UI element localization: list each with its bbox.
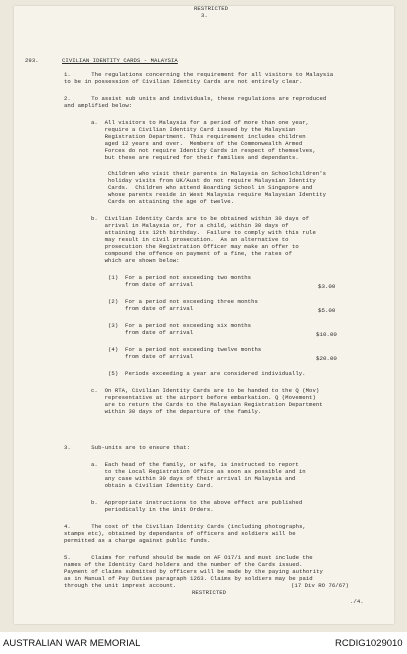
para-2b-line: b. Civilian Identity Cards are to be obtained within 30 days of xyxy=(91,215,310,222)
para-5-line: as in Manual of Pay Duties paragraph 1263. Claims by soldiers may be paid xyxy=(64,575,313,582)
header-distribution: RESTRICTED xyxy=(194,5,229,12)
para-3-line: 3. Sub-units are to ensure that: xyxy=(64,444,191,451)
rate-line: (2) For a period not exceeding three months xyxy=(108,298,258,305)
para-3a-line: any case within 30 days of their arrival in Malaysia and xyxy=(91,475,296,482)
document-page xyxy=(14,6,394,624)
footer-record-id: RCDIG1029010 xyxy=(335,638,403,649)
section-title: CIVILIAN IDENTITY CARDS - MALAYSIA xyxy=(62,57,178,64)
para-2c-line: representative at the airport before embarkation. Q (Movement) xyxy=(91,394,316,401)
para-5-line: through the unit imprest account. xyxy=(64,582,177,589)
para-2-line: 2. To assist sub units and individuals, these regulations are reproduced xyxy=(64,95,327,102)
rate-line: from date of arrival xyxy=(108,329,194,336)
rate-line: (4) For a period not exceeding twelve months xyxy=(108,346,262,353)
para-2b-line: may result in civil prosecution. As an alternative to xyxy=(91,236,289,243)
para-5-line: 5. Claims for refund should be made on AF O17/1 and must include the xyxy=(64,554,313,561)
para-5-line: Payment of claims submitted by officers will be made by the paying authority xyxy=(64,568,323,575)
para-2a-cont-line: Cards on attaining the age of twelve. xyxy=(108,198,235,205)
para-2b-line: prosecution the Registration Officer may make an offer to xyxy=(91,243,299,250)
para-2a-line: aged 12 years and over. Members of the Commonwealth Armed xyxy=(91,140,303,147)
para-2a-cont-line: Children who visit their parents in Malaysia on Schoolchildren's xyxy=(108,170,327,177)
footer-distribution: RESTRICTED xyxy=(192,589,227,596)
para-3a-line: a. Each head of the family, or wife, is instructed to report xyxy=(91,461,299,468)
rate-line: from date of arrival xyxy=(108,305,194,312)
rate-amount: $3.00 xyxy=(318,283,336,290)
para-2b-line: which are shown below: xyxy=(91,257,180,264)
para-2a-cont-line: Cards. Children who attend Boarding School in Singapore and xyxy=(108,184,313,191)
para-1-line: 1. The regulations concerning the requirement for all visitors to Malaysia xyxy=(64,71,334,78)
para-2a-line: Forces do not require Identity Cards in respect of themselves, xyxy=(91,147,316,154)
rate-amount: $5.00 xyxy=(318,307,336,314)
para-3a-line: obtain a Civilian Identity Card. xyxy=(91,482,214,489)
para-2a-line: but these are required for their families and dependants. xyxy=(91,154,299,161)
para-2a-line: Registration Department. This requirement includes children xyxy=(91,133,306,140)
para-2-line: and amplified below: xyxy=(64,102,133,109)
rate-line: from date of arrival xyxy=(108,281,194,288)
para-2c-line: within 30 days of the departure of the family. xyxy=(91,408,262,415)
rate-amount: $10.00 xyxy=(316,331,337,338)
rate-line: (3) For a period not exceeding six months xyxy=(108,322,252,329)
para-2c-line: are to return the Cards to the Malaysian Registration Department xyxy=(91,401,323,408)
para-4-line: stamps etc), obtained by dependants of officers and soldiers will be xyxy=(64,530,296,537)
para-4-line: 4. The cost of the Civilian Identity Cards (including photographs, xyxy=(64,523,306,530)
para-2b-line: arrival in Malaysia or, for a child, within 30 days of xyxy=(91,222,289,229)
para-3b-line: periodically in the Unit Orders. xyxy=(91,506,214,513)
para-5-line: names of the Identity Card holders and the number of the Cards issued. xyxy=(64,561,303,568)
order-reference: (17 Div RO 76/67) xyxy=(291,582,349,589)
archive-footer xyxy=(0,632,407,654)
para-2a-cont-line: whose parents reside in West Malaysia require Malaysian Identity xyxy=(108,191,327,198)
para-2a-line: a. All visitors to Malaysia for a period of more than one year, xyxy=(91,119,310,126)
para-3a-line: to the Local Registration Office as soon as possible and in xyxy=(91,468,306,475)
rate-line: from date of arrival xyxy=(108,353,194,360)
footer-source: AUSTRALIAN WAR MEMORIAL xyxy=(3,638,141,649)
para-2a-cont-line: holiday visits from UK/Aust do not require Malaysian Identity xyxy=(108,177,316,184)
para-2b-line: attaining its 12th birthday. Failure to comply with this rule xyxy=(91,229,316,236)
para-1-line: to be in possession of Civilian Identity Cards are not entirely clear. xyxy=(64,78,303,85)
next-page-marker: ./4. xyxy=(350,598,364,605)
para-2b-line: compound the offence on payment of a fine, the rates of xyxy=(91,250,293,257)
section-number: 293. xyxy=(25,57,39,64)
para-2c-line: c. On RTA, Civilian Identity Cards are to be handed to the Q (Mov) xyxy=(91,387,320,394)
rate-line: (5) Periods exceeding a year are considered individually. xyxy=(108,370,306,377)
para-4-line: permitted as a charge against public funds. xyxy=(64,537,211,544)
page-number: 3. xyxy=(201,12,208,19)
rate-line: (1) For a period not exceeding two months xyxy=(108,274,252,281)
rate-amount: $20.00 xyxy=(316,355,337,362)
para-3b-line: b. Appropriate instructions to the above effect are published xyxy=(91,499,303,506)
para-2a-line: require a Civilian Identity Card issued by the Malaysian xyxy=(91,126,296,133)
